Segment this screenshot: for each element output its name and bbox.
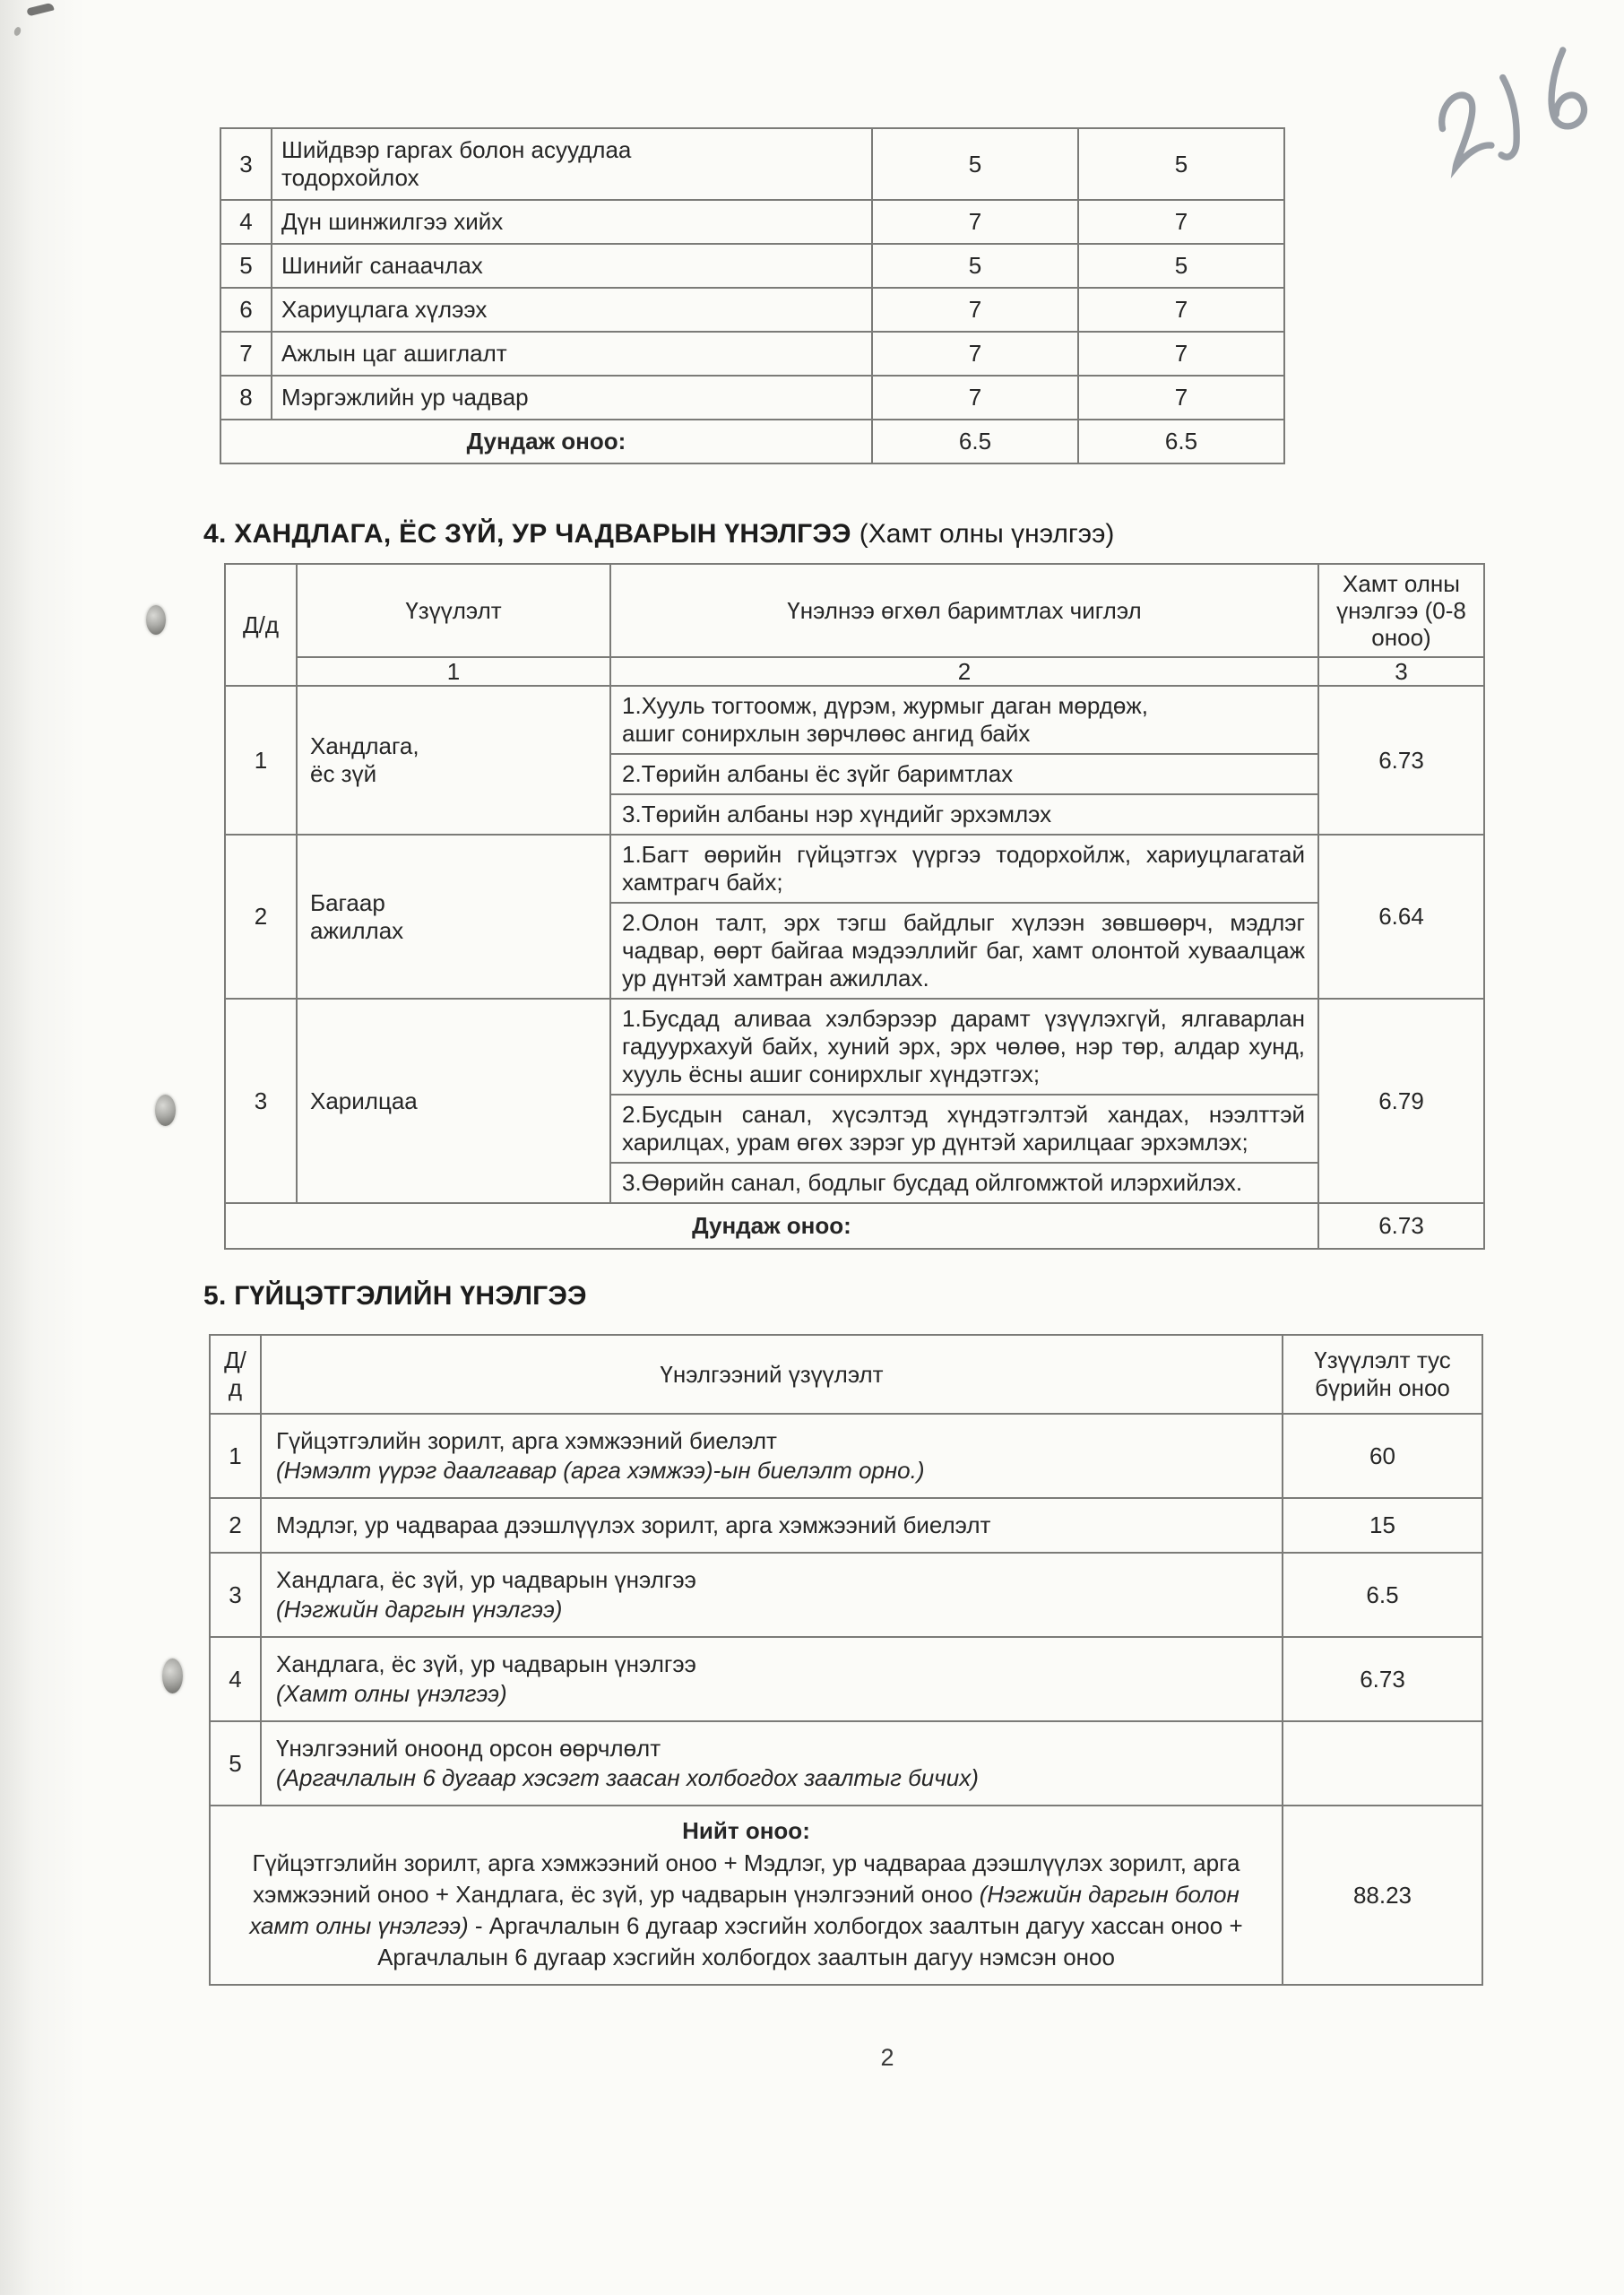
- table-row: [220, 332, 1284, 376]
- row-number: 5: [210, 1721, 261, 1806]
- indicator-label: Багаар ажиллах: [297, 835, 610, 999]
- table-row: [220, 128, 1284, 200]
- score-cell: 7: [1078, 376, 1284, 420]
- criterion-note: (Нэгжийн даргын үнэлгээ): [276, 1596, 563, 1623]
- total-label: Нийт оноо:: [682, 1817, 810, 1844]
- row-number: 6: [220, 288, 272, 332]
- col-header-indicator: Үнэлгээний үзүүлэлт: [261, 1335, 1283, 1414]
- total-score: 88.23: [1283, 1806, 1482, 1985]
- handwritten-mark: [1408, 32, 1624, 187]
- col-header-direction: Үнэлнээ өгхөл баримтлах чиглэл: [610, 564, 1318, 657]
- column-numbering-row: [225, 657, 1484, 686]
- table-row: [220, 244, 1284, 288]
- hole-punch: [146, 605, 166, 635]
- score-cell: 7: [872, 288, 1078, 332]
- section4-title: [203, 518, 1114, 550]
- row-number: 3: [220, 128, 272, 200]
- header-row: [210, 1335, 1482, 1414]
- table-row: [220, 200, 1284, 244]
- criterion-item: 2.Олон талт, эрх тэгш байдлыг хүлээн зөвшөөрч, мэдлэг чадвар, өөрт байгаа мэдээллийг баг, хамт олонтой хуваалцаж ур дүнтэй хамтран ажиллах.: [610, 903, 1318, 999]
- row-number: 3: [225, 999, 297, 1203]
- col-header-score: Хамт олны үнэлгээ (0-8 оноо): [1318, 564, 1484, 657]
- criterion-cell: [261, 1553, 1283, 1637]
- score-cell: 7: [1078, 288, 1284, 332]
- criterion-item: 2.Төрийн албаны ёс зүйг баримтлах: [610, 754, 1318, 794]
- col-header-indicator: Үзүүлэлт: [297, 564, 610, 657]
- average-row: [225, 1203, 1484, 1249]
- criterion-item: 3.Өөрийн санал, бодлыг бусдад ойлгомжтой илэрхийлэх.: [610, 1163, 1318, 1203]
- community-evaluation-table: [224, 563, 1485, 1250]
- row-number: 8: [220, 376, 272, 420]
- col-header-number: Д/д: [225, 564, 297, 686]
- average-score: 6.5: [872, 420, 1078, 463]
- criterion-cell: [261, 1498, 1283, 1553]
- table-row: [225, 835, 1484, 903]
- row-number: 2: [210, 1498, 261, 1553]
- score-cell: 7: [1078, 332, 1284, 376]
- average-row: [220, 420, 1284, 463]
- table-row: [210, 1498, 1482, 1553]
- section4-title-suffix: (Хамт олны үнэлгээ): [859, 519, 1115, 549]
- table-row: [210, 1553, 1482, 1637]
- criterion-item: 3.Төрийн албаны нэр хүндийг эрхэмлэх: [610, 794, 1318, 835]
- score-cell: 7: [872, 376, 1078, 420]
- total-formula-part1: Гүйцэтгэлийн зорилт, арга хэмжээний оноо + Мэдлэг, ур чадвараа дээшлүүлэх зорилт, арга хэмжээний оноо + Хандлага, ёс зүй, ур чадварын үнэлгээний оноо: [252, 1849, 1240, 1908]
- score-cell: [1283, 1721, 1482, 1806]
- criterion-label: Шинийг санаачлах: [272, 244, 872, 288]
- criterion-label: Мэргэжлийн ур чадвар: [272, 376, 872, 420]
- criterion-main: Хандлага, ёс зүй, ур чадварын үнэлгээ: [276, 1650, 696, 1677]
- hole-punch: [162, 1658, 183, 1693]
- table-row: [220, 288, 1284, 332]
- criterion-item: 1.Бусдад аливаа хэлбэрээр дарамт үзүүлэхгүй, ялгаварлан гадуурхахуй байх, хуний эрх, эрх чөлөө, нэр төр, алдар хунд, хууль ёсны ашиг сонирхлыг хүндэтгэх;: [610, 999, 1318, 1095]
- score-cell: 7: [872, 332, 1078, 376]
- row-number: 4: [210, 1637, 261, 1721]
- criterion-note: (Нэмэлт үүрэг даалгавар (арга хэмжээ)-ын биелэлт орно.): [276, 1457, 925, 1484]
- score-cell: 6.5: [1283, 1553, 1482, 1637]
- table-row: [225, 999, 1484, 1095]
- row-number: 2: [225, 835, 297, 999]
- row-number: 5: [220, 244, 272, 288]
- table-row: [225, 686, 1484, 754]
- indicator-label: Харилцаа: [297, 999, 610, 1203]
- average-label: Дундаж оноо:: [220, 420, 872, 463]
- total-formula-part2: - Аргачлалын 6 дугаар хэсгийн холбогдох заалтын дагуу хассан оноо + Аргачлалын 6 дугаар хэсгийн холбогдох заалтын дагуу нэмсэн оноо: [377, 1912, 1243, 1970]
- score-cell: 5: [1078, 244, 1284, 288]
- scan-edge-shadow: [0, 0, 85, 2295]
- row-number: 7: [220, 332, 272, 376]
- score-cell: 5: [1078, 128, 1284, 200]
- criterion-cell: [261, 1414, 1283, 1498]
- competency-scores-table: [220, 127, 1285, 464]
- criterion-item: 1.Хууль тогтоомж, дүрэм, журмыг даган мөрдөж, ашиг сонирхлын зөрчлөөс ангид байх: [610, 686, 1318, 754]
- row-number: 1: [210, 1414, 261, 1498]
- total-cell: [210, 1806, 1283, 1985]
- criterion-label: Дүн шинжилгээ хийх: [272, 200, 872, 244]
- total-row: [210, 1806, 1482, 1985]
- score-cell: 15: [1283, 1498, 1482, 1553]
- section5-title: [203, 1280, 587, 1312]
- criterion-item: 1.Багт өөрийн гүйцэтгэх үүргээ тодорхойлж, хариуцлагатай хамтрагч байх;: [610, 835, 1318, 903]
- total-formula-italic: (Нэгжийн даргын болон хамт олны үнэлгээ): [249, 1881, 1240, 1939]
- header-row: [225, 564, 1484, 657]
- table-row: [210, 1637, 1482, 1721]
- score-cell: 60: [1283, 1414, 1482, 1498]
- table-row: [210, 1414, 1482, 1498]
- criterion-note: (Хамт олны үнэлгээ): [276, 1680, 507, 1707]
- row-number: 3: [210, 1553, 261, 1637]
- score-cell: 7: [872, 200, 1078, 244]
- criterion-cell: [261, 1721, 1283, 1806]
- average-score: 6.5: [1078, 420, 1284, 463]
- criterion-item: 2.Бусдын санал, хүсэлтэд хүндэтгэлтэй хандах, нээлттэй харилцах, урам өгөх зэрэг ур дүнтэй харилцааг эрхэмлэх;: [610, 1095, 1318, 1163]
- score-cell: 7: [1078, 200, 1284, 244]
- criterion-main: Гүйцэтгэлийн зорилт, арга хэмжээний биелэлт: [276, 1427, 777, 1454]
- column-number: 2: [610, 657, 1318, 686]
- criterion-main: Үнэлгээний оноонд орсон өөрчлөлт: [276, 1735, 661, 1762]
- hole-punch: [155, 1095, 176, 1126]
- score-cell: 5: [872, 128, 1078, 200]
- score-cell: 5: [872, 244, 1078, 288]
- section4-title-main: 4. ХАНДЛАГА, ЁС ЗҮЙ, УР ЧАДВАРЫН ҮНЭЛГЭЭ: [203, 519, 851, 549]
- criterion-main: Хандлага, ёс зүй, ур чадварын үнэлгээ: [276, 1566, 696, 1593]
- criterion-label: Ажлын цаг ашиглалт: [272, 332, 872, 376]
- average-score: 6.73: [1318, 1203, 1484, 1249]
- score-cell: 6.64: [1318, 835, 1484, 999]
- score-cell: 6.73: [1283, 1637, 1482, 1721]
- section5-title-main: 5. ГҮЙЦЭТГЭЛИЙН ҮНЭЛГЭЭ: [203, 1281, 587, 1311]
- row-number: 1: [225, 686, 297, 835]
- criterion-label: Шийдвэр гаргах болон асуудлаа тодорхойлох: [272, 128, 872, 200]
- criterion-label: Хариуцлага хүлээх: [272, 288, 872, 332]
- indicator-label: Хандлага, ёс зүй: [297, 686, 610, 835]
- col-header-score: Үзүүлэлт тус бүрийн оноо: [1283, 1335, 1482, 1414]
- average-label: Дундаж оноо:: [225, 1203, 1318, 1249]
- page-number: 2: [880, 2044, 894, 2071]
- total-formula: [232, 1848, 1260, 1973]
- table-row: [210, 1721, 1482, 1806]
- table-row: [220, 376, 1284, 420]
- column-number: 3: [1318, 657, 1484, 686]
- criterion-note: (Аргачлалын 6 дугаар хэсэгт заасан холбогдох заалтыг бичих): [276, 1764, 979, 1791]
- performance-evaluation-table: [209, 1334, 1483, 1986]
- col-header-number: Д/д: [210, 1335, 261, 1414]
- score-cell: 6.79: [1318, 999, 1484, 1203]
- criterion-cell: [261, 1637, 1283, 1721]
- row-number: 4: [220, 200, 272, 244]
- score-cell: 6.73: [1318, 686, 1484, 835]
- column-number: 1: [297, 657, 610, 686]
- criterion-main: Мэдлэг, ур чадвараа дээшлүүлэх зорилт, арга хэмжээний биелэлт: [276, 1511, 991, 1538]
